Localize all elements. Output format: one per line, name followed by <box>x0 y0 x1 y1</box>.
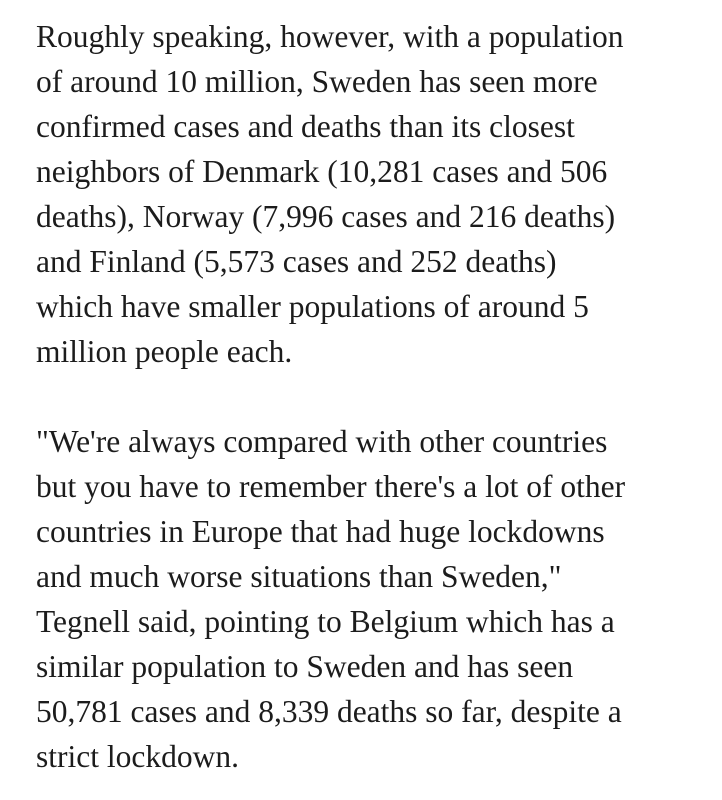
text-line: Roughly speaking, however, with a population <box>36 19 624 54</box>
text-line: which have smaller populations of around 5 <box>36 289 589 324</box>
text-line: neighbors of Denmark (10,281 cases and 506 <box>36 154 608 189</box>
text-line: but you have to remember there's a lot of other <box>36 469 626 504</box>
text-line: of around 10 million, Sweden has seen more <box>36 64 598 99</box>
paragraph-sweden-comparison <box>36 14 686 374</box>
text-line: Tegnell said, pointing to Belgium which has a <box>36 604 615 639</box>
text-line: million people each. <box>36 334 293 369</box>
text-line: and much worse situations than Sweden," <box>36 559 562 594</box>
text-line: confirmed cases and deaths than its closest <box>36 109 575 144</box>
text-line: deaths), Norway (7,996 cases and 216 deaths) <box>36 199 616 234</box>
text-line: "We're always compared with other countries <box>36 424 608 459</box>
text-line: 50,781 cases and 8,339 deaths so far, despite a <box>36 694 622 729</box>
text-line: and Finland (5,573 cases and 252 deaths) <box>36 244 557 279</box>
text-line: similar population to Sweden and has seen <box>36 649 574 684</box>
paragraph-tegnell-quote <box>36 419 686 779</box>
text-line: countries in Europe that had huge lockdowns <box>36 514 605 549</box>
text-line: strict lockdown. <box>36 739 239 774</box>
article-body <box>36 14 686 779</box>
